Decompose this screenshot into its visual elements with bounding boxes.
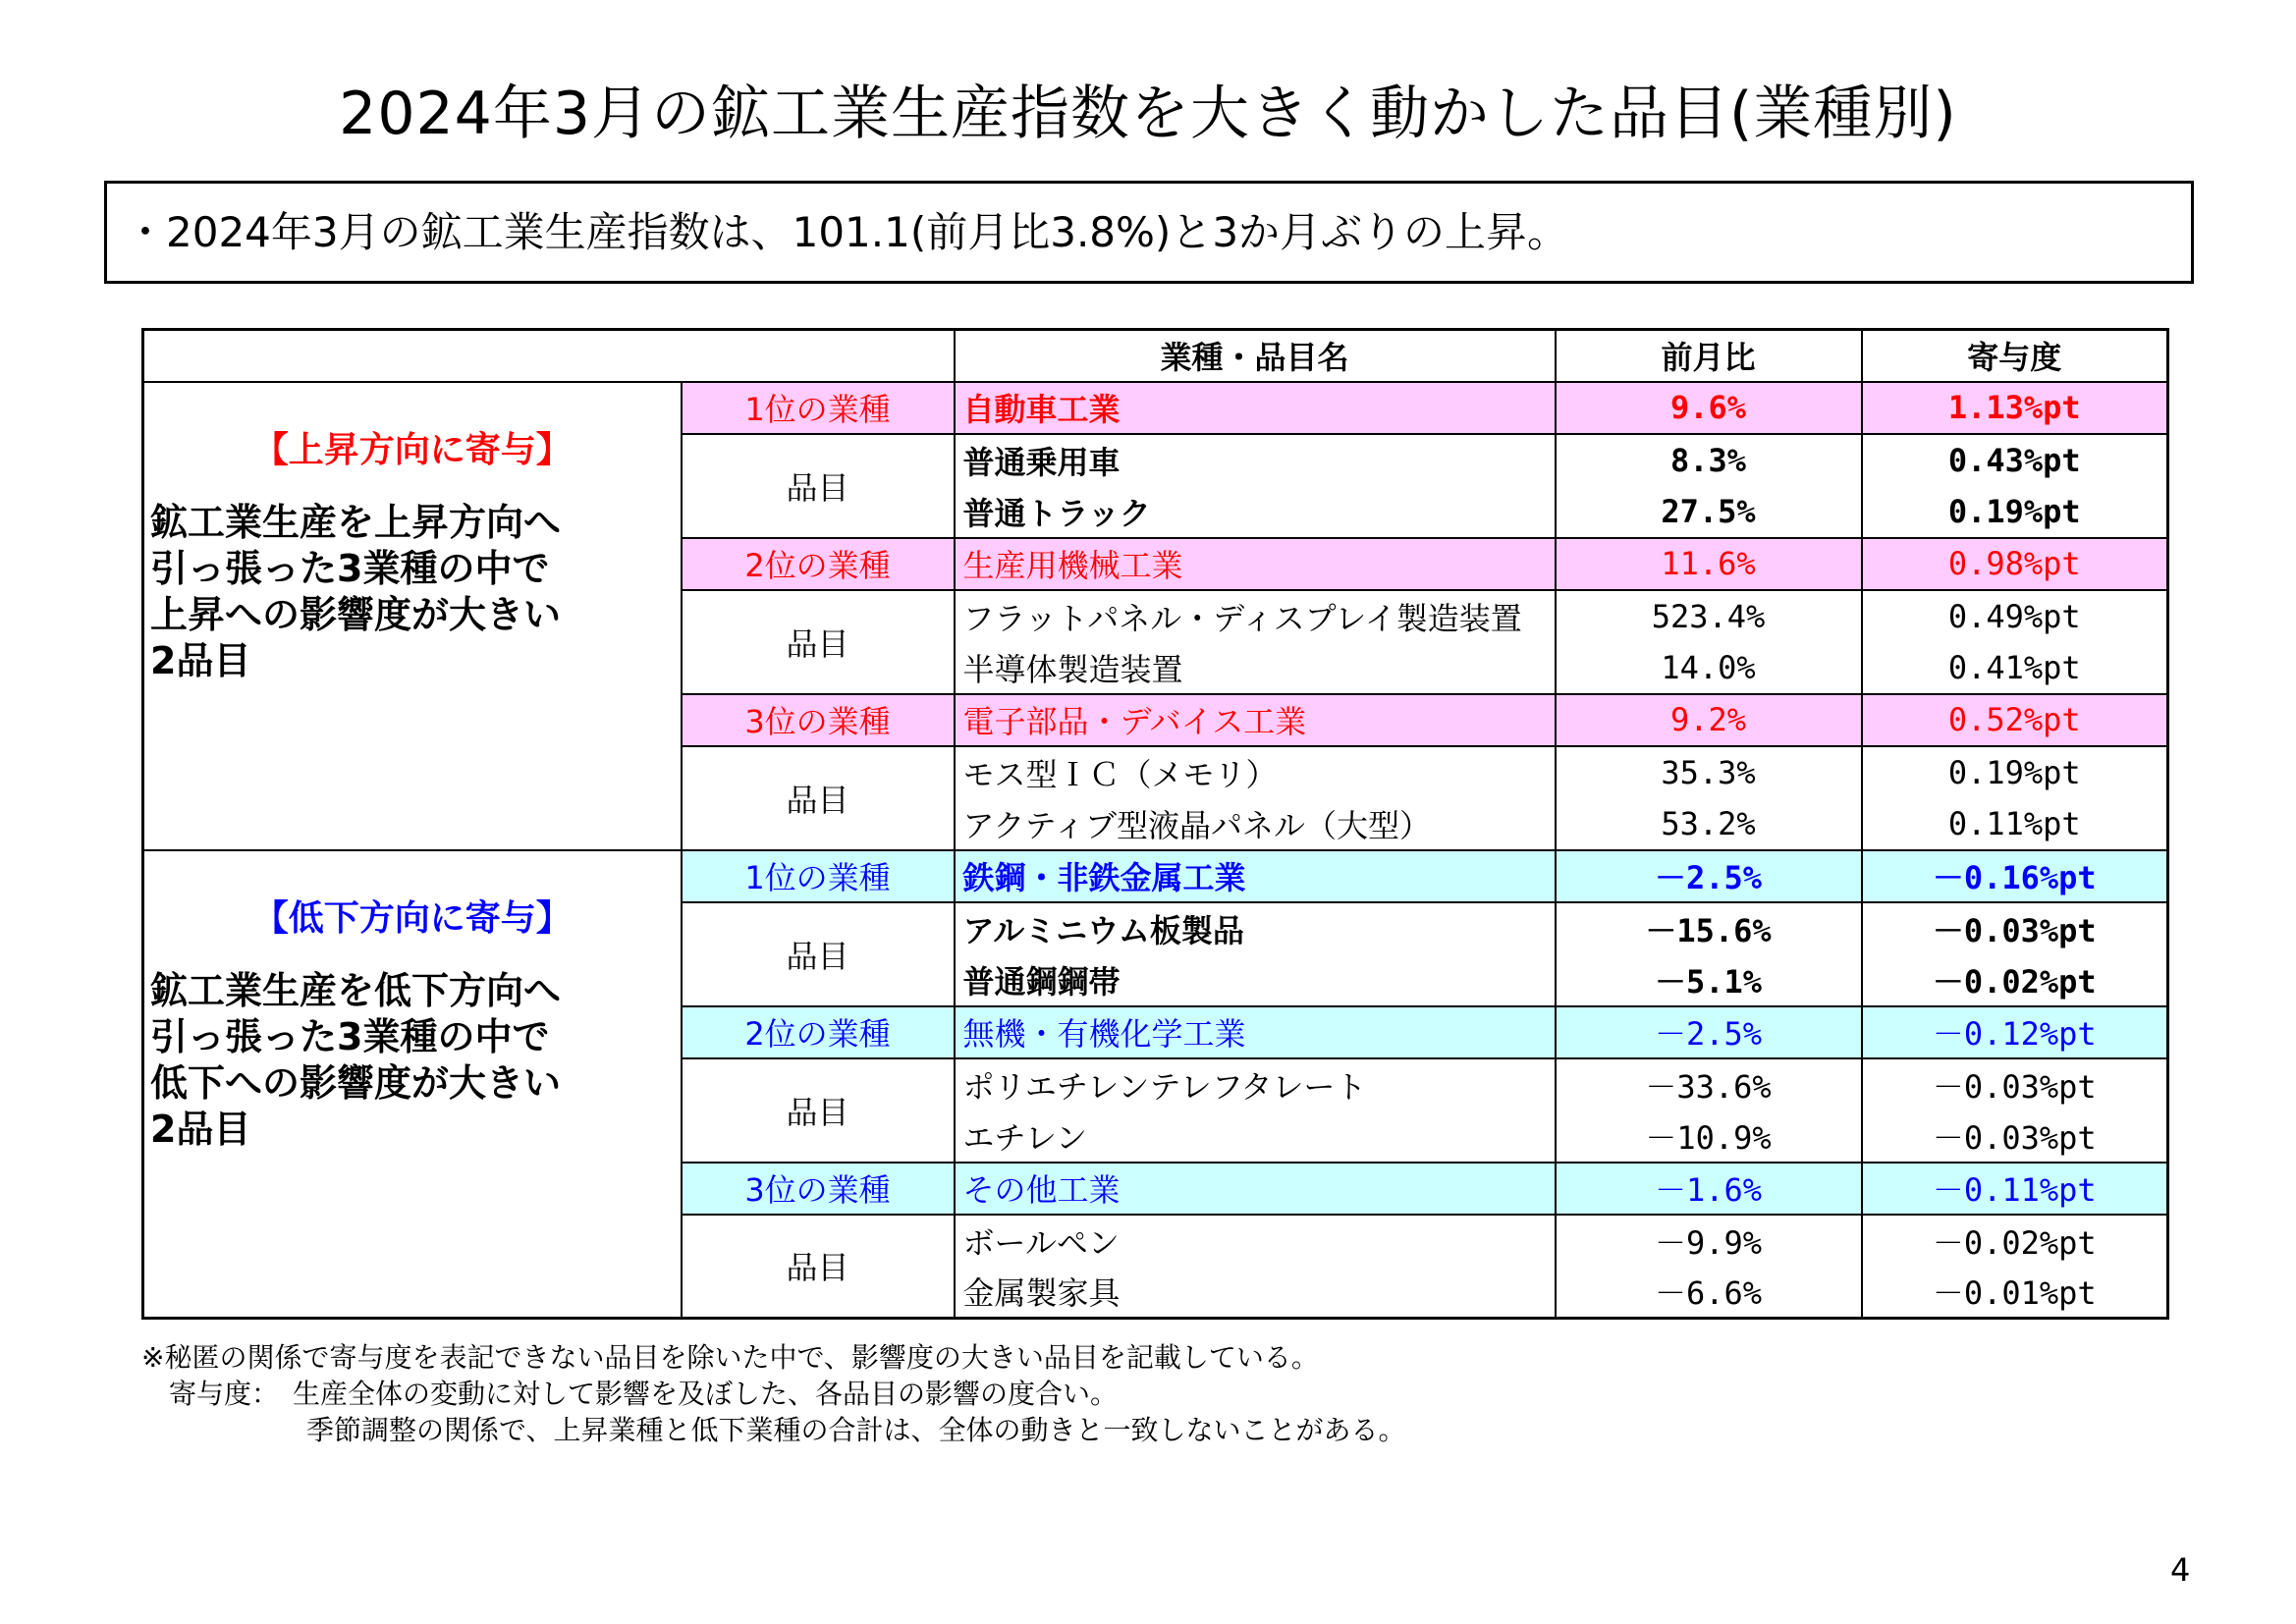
item-contrib: 0.43%pt — [1862, 434, 2168, 486]
page-number: 4 — [2170, 1551, 2191, 1589]
rank-label: 1位の業種 — [682, 382, 955, 434]
item-mom: －9.9% — [1556, 1215, 1862, 1267]
item-mom: 523.4% — [1556, 590, 1862, 642]
industry-name: その他工業 — [955, 1163, 1556, 1215]
item-mom: 35.3% — [1556, 746, 1862, 798]
industry-contrib: 0.52%pt — [1862, 694, 2168, 746]
item-label: 品目 — [682, 902, 955, 1006]
industry-contrib: 1.13%pt — [1862, 382, 2168, 434]
item-label: 品目 — [682, 434, 955, 538]
summary-box: ・2024年3月の鉱工業生産指数は、101.1(前月比3.8%)と3か月ぶりの上昇。 — [104, 181, 2194, 284]
industry-name: 自動車工業 — [955, 382, 1556, 434]
industry-mom: 11.6% — [1556, 538, 1862, 590]
item-contrib: 0.19%pt — [1862, 486, 2168, 538]
item-name: ポリエチレンテレフタレート — [955, 1058, 1556, 1110]
item-name: 金属製家具 — [955, 1267, 1556, 1319]
item-name: フラットパネル・ディスプレイ製造装置 — [955, 590, 1556, 642]
item-contrib: 0.11%pt — [1862, 798, 2168, 850]
down-section-label — [143, 850, 682, 1319]
item-contrib: －0.02%pt — [1862, 1215, 2168, 1267]
industry-mom: －1.6% — [1556, 1163, 1862, 1215]
item-contrib: －0.03%pt — [1862, 1058, 2168, 1110]
item-name: ボールペン — [955, 1215, 1556, 1267]
item-name: アクティブ型液晶パネル（大型） — [955, 798, 1556, 850]
contribution-table — [141, 328, 2169, 1320]
industry-mom: －2.5% — [1556, 850, 1862, 902]
item-name: 半導体製造装置 — [955, 642, 1556, 694]
up-heading: 【上昇方向に寄与】 — [252, 429, 572, 470]
industry-mom: 9.2% — [1556, 694, 1862, 746]
item-mom: －5.1% — [1556, 954, 1862, 1006]
rank-label: 3位の業種 — [682, 1163, 955, 1215]
item-contrib: 0.19%pt — [1862, 746, 2168, 798]
item-label: 品目 — [682, 1058, 955, 1163]
item-contrib: 0.41%pt — [1862, 642, 2168, 694]
header-blank — [143, 330, 955, 382]
item-contrib: －0.02%pt — [1862, 954, 2168, 1006]
table-row — [143, 850, 2168, 902]
item-name: エチレン — [955, 1110, 1556, 1163]
item-contrib: 0.49%pt — [1862, 590, 2168, 642]
item-contrib: －0.03%pt — [1862, 1110, 2168, 1163]
item-name: 普通乗用車 — [955, 434, 1556, 486]
item-mom: －33.6% — [1556, 1058, 1862, 1110]
rank-label: 1位の業種 — [682, 850, 955, 902]
item-contrib: －0.03%pt — [1862, 902, 2168, 954]
item-mom: －6.6% — [1556, 1267, 1862, 1319]
footnote-line: 季節調整の関係で、上昇業種と低下業種の合計は、全体の動きと一致しないことがある。 — [141, 1414, 1406, 1446]
table-row — [143, 382, 2168, 434]
item-label: 品目 — [682, 1215, 955, 1319]
item-name: 普通トラック — [955, 486, 1556, 538]
industry-mom: 9.6% — [1556, 382, 1862, 434]
item-mom: 8.3% — [1556, 434, 1862, 486]
rank-label: 3位の業種 — [682, 694, 955, 746]
industry-contrib: －0.16%pt — [1862, 850, 2168, 902]
item-label: 品目 — [682, 746, 955, 850]
footnotes — [141, 1339, 1405, 1448]
down-heading: 【低下方向に寄与】 — [252, 897, 572, 939]
item-mom: －15.6% — [1556, 902, 1862, 954]
item-label: 品目 — [682, 590, 955, 694]
page-title: 2024年3月の鉱工業生産指数を大きく動かした品目(業種別) — [339, 80, 1957, 148]
item-name: 普通鋼鋼帯 — [955, 954, 1556, 1006]
header-name: 業種・品目名 — [955, 330, 1556, 382]
industry-name: 無機・有機化学工業 — [955, 1006, 1556, 1058]
industry-contrib: 0.98%pt — [1862, 538, 2168, 590]
item-name: アルミニウム板製品 — [955, 902, 1556, 954]
industry-name: 鉄鋼・非鉄金属工業 — [955, 850, 1556, 902]
item-mom: －10.9% — [1556, 1110, 1862, 1163]
header-contrib: 寄与度 — [1862, 330, 2168, 382]
down-description: 鉱工業生産を低下方向へ 引っ張った3業種の中で 低下への影響度が大きい 2品目 — [150, 968, 562, 1151]
item-name: モス型ＩＣ（メモリ） — [955, 746, 1556, 798]
table-header-row — [143, 330, 2168, 382]
item-mom: 53.2% — [1556, 798, 1862, 850]
rank-label: 2位の業種 — [682, 538, 955, 590]
header-mom: 前月比 — [1556, 330, 1862, 382]
up-description: 鉱工業生産を上昇方向へ 引っ張った3業種の中で 上昇への影響度が大きい 2品目 — [150, 500, 562, 682]
industry-name: 電子部品・デバイス工業 — [955, 694, 1556, 746]
rank-label: 2位の業種 — [682, 1006, 955, 1058]
industry-mom: －2.5% — [1556, 1006, 1862, 1058]
up-section-label — [143, 382, 682, 850]
item-mom: 27.5% — [1556, 486, 1862, 538]
industry-contrib: －0.11%pt — [1862, 1163, 2168, 1215]
footnote-line: ※秘匿の関係で寄与度を表記できない品目を除いた中で、影響度の大きい品目を記載している。 — [141, 1341, 1319, 1374]
footnote-line: 寄与度： 生産全体の変動に対して影響を及ぼした、各品目の影響の度合い。 — [141, 1378, 1119, 1410]
item-contrib: －0.01%pt — [1862, 1267, 2168, 1319]
industry-contrib: －0.12%pt — [1862, 1006, 2168, 1058]
industry-name: 生産用機械工業 — [955, 538, 1556, 590]
item-mom: 14.0% — [1556, 642, 1862, 694]
